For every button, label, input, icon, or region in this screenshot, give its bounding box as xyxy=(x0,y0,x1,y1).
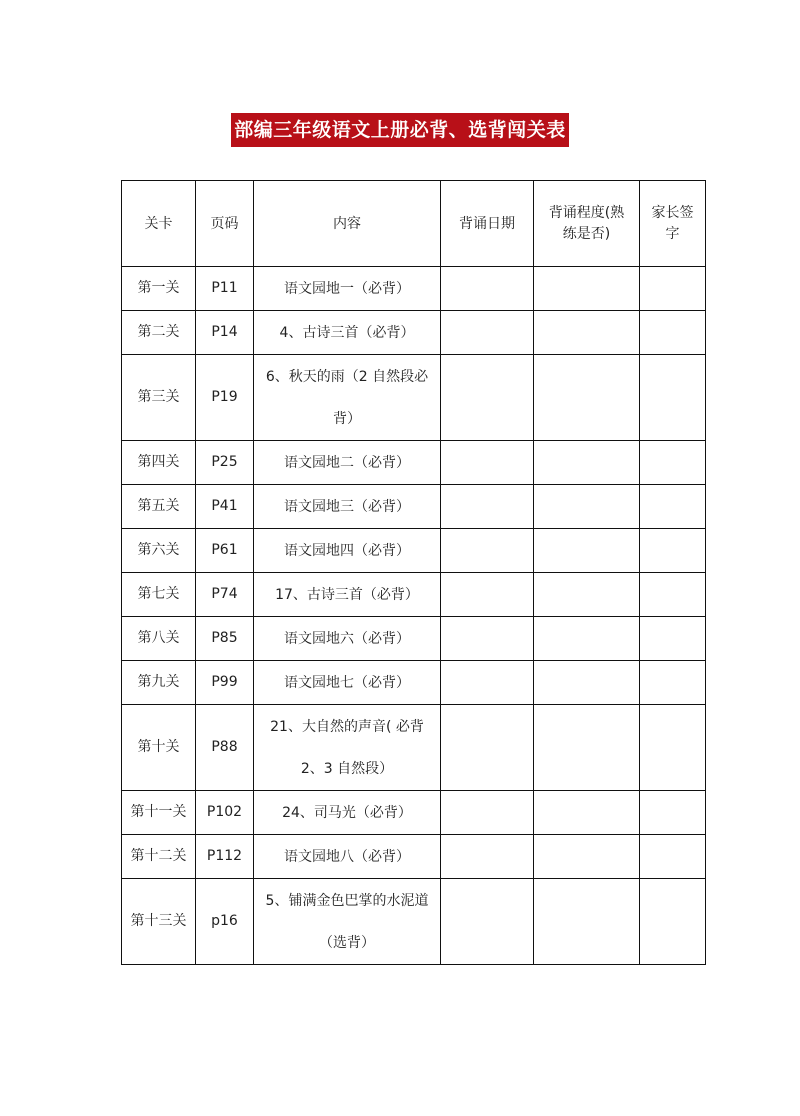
header-date: 背诵日期 xyxy=(441,181,534,267)
signature-cell[interactable] xyxy=(640,441,706,485)
page-cell: P11 xyxy=(196,267,254,311)
title-banner xyxy=(0,113,800,147)
mastery-cell[interactable] xyxy=(534,879,640,965)
page-cell: P14 xyxy=(196,311,254,355)
content-cell: 语文园地三（必背） xyxy=(254,485,441,529)
header-content: 内容 xyxy=(254,181,441,267)
signature-cell[interactable] xyxy=(640,705,706,791)
content-cell: 21、大自然的声音( 必背 2、3 自然段） xyxy=(254,705,441,791)
level-cell: 第十一关 xyxy=(122,791,196,835)
page-cell: P99 xyxy=(196,661,254,705)
table-row xyxy=(122,529,706,573)
mastery-cell[interactable] xyxy=(534,485,640,529)
mastery-cell[interactable] xyxy=(534,355,640,441)
date-cell[interactable] xyxy=(441,573,534,617)
page-cell: P19 xyxy=(196,355,254,441)
page-cell: P112 xyxy=(196,835,254,879)
level-cell: 第五关 xyxy=(122,485,196,529)
mastery-cell[interactable] xyxy=(534,705,640,791)
mastery-cell[interactable] xyxy=(534,573,640,617)
signature-cell[interactable] xyxy=(640,529,706,573)
page-cell: P25 xyxy=(196,441,254,485)
header-mastery: 背诵程度(熟练是否) xyxy=(534,181,640,267)
level-cell: 第十二关 xyxy=(122,835,196,879)
signature-cell[interactable] xyxy=(640,573,706,617)
table-row xyxy=(122,879,706,965)
table-row xyxy=(122,791,706,835)
page-cell: P85 xyxy=(196,617,254,661)
date-cell[interactable] xyxy=(441,705,534,791)
table-row xyxy=(122,355,706,441)
date-cell[interactable] xyxy=(441,879,534,965)
date-cell[interactable] xyxy=(441,791,534,835)
mastery-cell[interactable] xyxy=(534,661,640,705)
recitation-table xyxy=(121,180,706,965)
date-cell[interactable] xyxy=(441,661,534,705)
content-cell: 语文园地八（必背） xyxy=(254,835,441,879)
date-cell[interactable] xyxy=(441,267,534,311)
date-cell[interactable] xyxy=(441,485,534,529)
content-cell: 5、铺满金色巴掌的水泥道（选背） xyxy=(254,879,441,965)
content-cell: 语文园地四（必背） xyxy=(254,529,441,573)
mastery-cell[interactable] xyxy=(534,791,640,835)
header-signature: 家长签字 xyxy=(640,181,706,267)
signature-cell[interactable] xyxy=(640,355,706,441)
header-level: 关卡 xyxy=(122,181,196,267)
page-cell: P61 xyxy=(196,529,254,573)
document-title: 部编三年级语文上册必背、选背闯关表 xyxy=(231,113,569,147)
level-cell: 第六关 xyxy=(122,529,196,573)
content-cell: 语文园地二（必背） xyxy=(254,441,441,485)
content-cell: 24、司马光（必背） xyxy=(254,791,441,835)
page-cell: P74 xyxy=(196,573,254,617)
signature-cell[interactable] xyxy=(640,835,706,879)
header-page: 页码 xyxy=(196,181,254,267)
table-header-row xyxy=(122,181,706,267)
content-cell: 6、秋天的雨（2 自然段必背） xyxy=(254,355,441,441)
date-cell[interactable] xyxy=(441,311,534,355)
content-cell: 语文园地六（必背） xyxy=(254,617,441,661)
level-cell: 第四关 xyxy=(122,441,196,485)
table-row xyxy=(122,267,706,311)
mastery-cell[interactable] xyxy=(534,529,640,573)
level-cell: 第十关 xyxy=(122,705,196,791)
mastery-cell[interactable] xyxy=(534,441,640,485)
signature-cell[interactable] xyxy=(640,791,706,835)
content-cell: 17、古诗三首（必背） xyxy=(254,573,441,617)
signature-cell[interactable] xyxy=(640,267,706,311)
date-cell[interactable] xyxy=(441,835,534,879)
table-row xyxy=(122,311,706,355)
mastery-cell[interactable] xyxy=(534,617,640,661)
signature-cell[interactable] xyxy=(640,311,706,355)
content-cell: 语文园地一（必背） xyxy=(254,267,441,311)
table-row xyxy=(122,617,706,661)
content-cell: 4、古诗三首（必背） xyxy=(254,311,441,355)
mastery-cell[interactable] xyxy=(534,311,640,355)
table-row xyxy=(122,485,706,529)
table-row xyxy=(122,573,706,617)
level-cell: 第三关 xyxy=(122,355,196,441)
date-cell[interactable] xyxy=(441,441,534,485)
mastery-cell[interactable] xyxy=(534,267,640,311)
table-row xyxy=(122,661,706,705)
table-row xyxy=(122,835,706,879)
table-row xyxy=(122,441,706,485)
signature-cell[interactable] xyxy=(640,485,706,529)
level-cell: 第一关 xyxy=(122,267,196,311)
date-cell[interactable] xyxy=(441,355,534,441)
signature-cell[interactable] xyxy=(640,617,706,661)
mastery-cell[interactable] xyxy=(534,835,640,879)
level-cell: 第八关 xyxy=(122,617,196,661)
level-cell: 第二关 xyxy=(122,311,196,355)
page-cell: P41 xyxy=(196,485,254,529)
level-cell: 第七关 xyxy=(122,573,196,617)
signature-cell[interactable] xyxy=(640,661,706,705)
date-cell[interactable] xyxy=(441,529,534,573)
content-cell: 语文园地七（必背） xyxy=(254,661,441,705)
page-cell: p16 xyxy=(196,879,254,965)
page-cell: P88 xyxy=(196,705,254,791)
level-cell: 第十三关 xyxy=(122,879,196,965)
table-row xyxy=(122,705,706,791)
page-cell: P102 xyxy=(196,791,254,835)
level-cell: 第九关 xyxy=(122,661,196,705)
signature-cell[interactable] xyxy=(640,879,706,965)
date-cell[interactable] xyxy=(441,617,534,661)
